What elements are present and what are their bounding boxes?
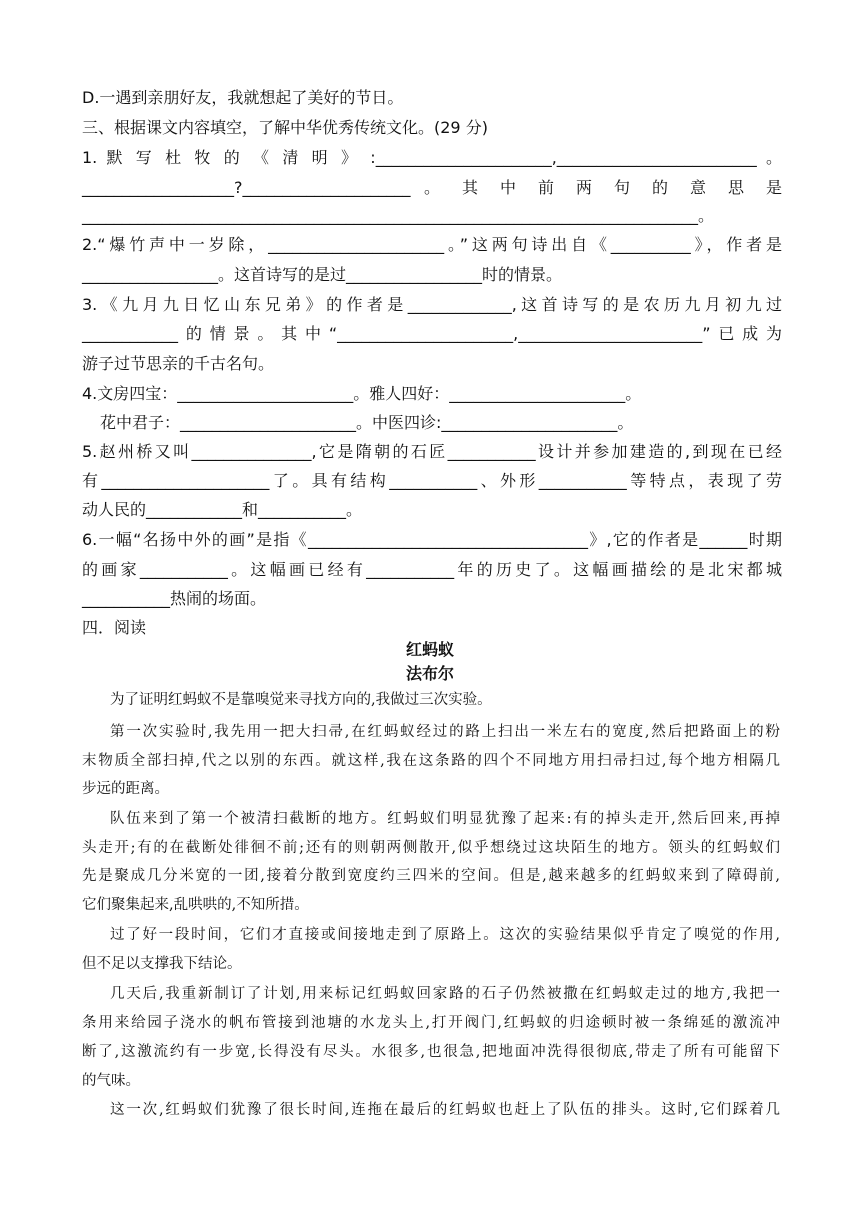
question-6-line-3: ___________热闹的场面。 xyxy=(82,589,267,608)
question-5-line-3: 动人民的____________和___________。 xyxy=(82,500,363,519)
question-3-line-3: 游子过节思亲的千古名句。 xyxy=(82,354,275,373)
question-5-line-1: 5.赵州桥又叫_______________,它是隋朝的石匠___________设计并参加建造的,到现在已经 xyxy=(82,442,782,461)
reading-title: 红蚂蚁 xyxy=(405,640,454,659)
question-5-line-2: 有_____________________了。具有结构___________、外形___________等特点，表现了劳 xyxy=(82,471,782,490)
option-d: D.一遇到亲朋好友，我就想起了美好的节日。 xyxy=(82,88,404,107)
reading-line: 步远的距离。 xyxy=(82,781,169,797)
reading-line: 但不足以支撑我下结论。 xyxy=(82,956,242,972)
reading-line: 先是聚成几分米宽的一团,接着分散到宽度约三四米的空间。但是,越来越多的红蚂蚁来到了障碍前, xyxy=(82,868,780,884)
reading-line: 头走开;有的在截断处徘徊不前;还有的则朝两侧散开,似乎想绕过这块陌生的地方。领头的红蚂蚁们 xyxy=(82,840,780,856)
reading-line: 第一次实验时,我先用一把大扫帚,在红蚂蚁经过的路上扫出一米左右的宽度,然后把路面上的粉 xyxy=(110,724,780,740)
reading-line: 断了,这激流约有一步宽,长得没有尽头。水很多,也很急,把地面冲洗得很彻底,带走了所有可能留下 xyxy=(82,1044,780,1060)
reading-line: 队伍来到了第一个被清扫截断的地方。红蚂蚁们明显犹豫了起来:有的掉头走开,然后回来,再掉 xyxy=(110,811,780,827)
question-2-line-1: 2.“爆竹声中一岁除，______________________。”这两句诗出自《__________》，作者是 xyxy=(82,235,782,254)
reading-line: 几天后,我重新制订了计划,用来标记红蚂蚁回家路的石子仍然被撒在红蚂蚁走过的地方,我把一 xyxy=(110,986,780,1002)
reading-author: 法布尔 xyxy=(405,664,454,683)
question-2-line-2: _________________。这首诗写的是过_________________时的情景。 xyxy=(82,265,563,284)
question-3-line-1: 3.《九月九日忆山东兄弟》的作者是_____________,这首诗写的是农历九月初九过 xyxy=(82,295,782,314)
question-6-line-2: 的画家___________。这幅画已经有___________年的历史了。这幅画描绘的是北宋都城 xyxy=(82,560,782,579)
question-1-line-3: _____________________________________________________________________________。 xyxy=(82,206,714,225)
question-4-line-1: 4.文房四宝：______________________。雅人四好：______________________。 xyxy=(82,384,642,403)
question-6-line-1: 6.一幅“名扬中外的画”是指《___________________________________》,它的作者是______时期 xyxy=(82,530,782,549)
reading-line: 这一次,红蚂蚁们犹豫了很长时间,连拖在最后的红蚂蚁也赶上了队伍的排头。这时,它们踩着几 xyxy=(110,1102,780,1118)
question-1-line-1: 1. 默 写 杜 牧 的 《 清 明 》 :______________________,_________________________ 。 xyxy=(82,148,782,167)
reading-line: 它们聚集起来,乱哄哄的,不知所措。 xyxy=(82,897,309,913)
reading-line: 过了好一段时间，它们才直接或间接地走到了原路上。这次的实验结果似乎肯定了嗅觉的作用, xyxy=(110,927,780,943)
question-1-line-2: ___________________?_____________________ 。 其 中 前 两 句 的 意 思 是 xyxy=(82,178,782,197)
reading-line: 条用来给园子浇水的帆布管接到池塘的水龙头上,打开阀门,红蚂蚁的归途顿时被一条绵延的激流冲 xyxy=(82,1015,780,1031)
reading-line: 为了证明红蚂蚁不是靠嗅觉来寻找方向的,我做过三次实验。 xyxy=(110,692,492,708)
section-four-heading: 四．阅读 xyxy=(82,618,147,637)
reading-line: 末物质全部扫掉,代之以别的东西。就这样,我在这条路的四个不同地方用扫帚扫过,每个地方相隔几 xyxy=(82,753,780,769)
question-4-line-2: 花中君子：______________________。中医四诊:______________________。 xyxy=(100,413,634,432)
question-3-line-2: ____________的情景。其中“______________________,_______________________”已成为 xyxy=(82,324,782,343)
section-three-heading: 三、根据课文内容填空，了解中华优秀传统文化。(29 分) xyxy=(82,118,488,137)
reading-line: 的气味。 xyxy=(82,1073,140,1089)
